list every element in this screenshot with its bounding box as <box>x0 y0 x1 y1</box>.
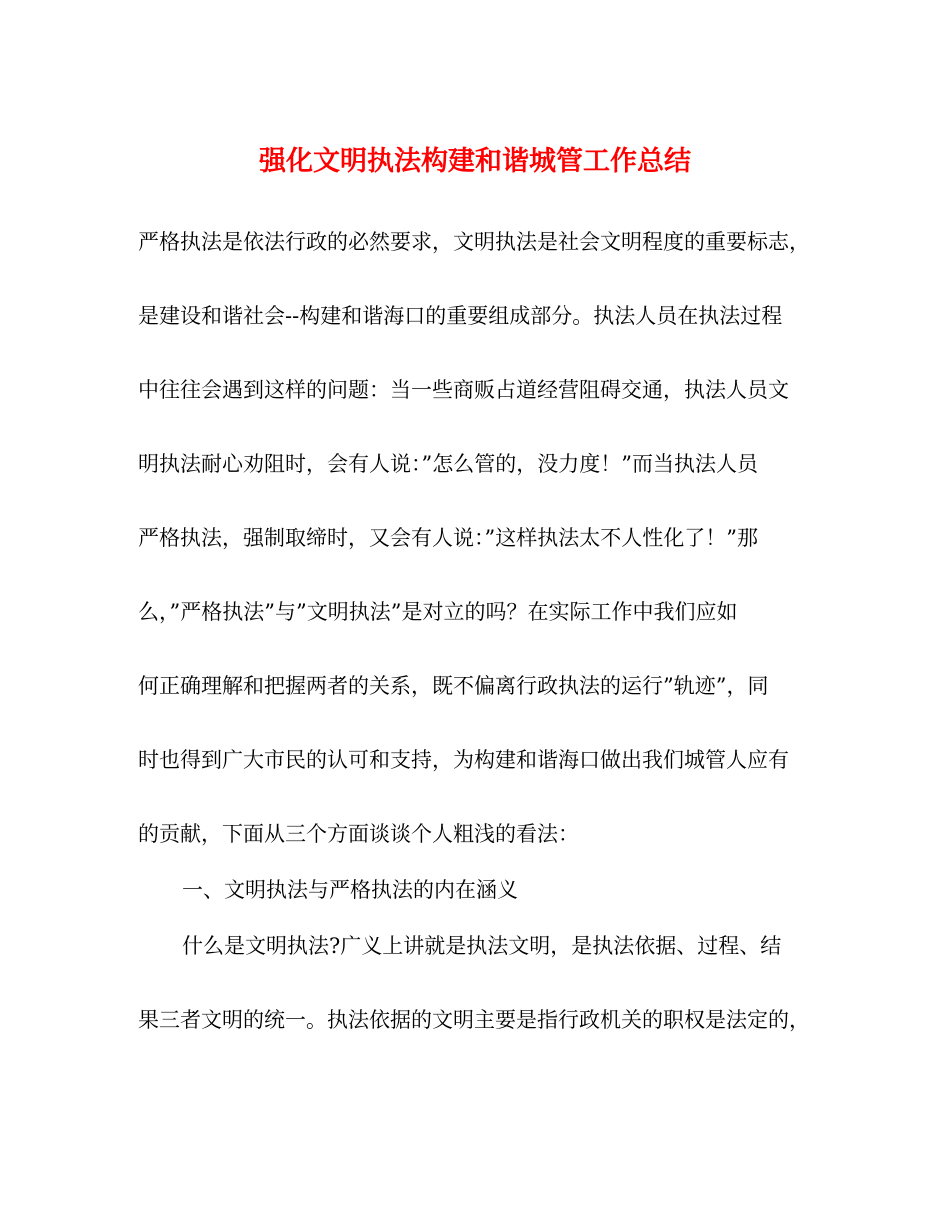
document-title: 强化文明执法构建和谐城管工作总结 <box>259 146 691 177</box>
body-line: 么，”严格执法”与”文明执法”是对立的吗？在实际工作中我们应如 <box>138 600 738 624</box>
body-line: 时也得到广大市民的认可和支持，为构建和谐海口做出我们城管人应有 <box>138 748 789 772</box>
section-heading: 一、文明执法与严格执法的内在涵义 <box>182 878 518 902</box>
body-line: 果三者文明的统一。执法依据的文明主要是指行政机关的职权是法定的， <box>138 1008 810 1032</box>
body-line: 何正确理解和把握两者的关系，既不偏离行政执法的运行”轨迹”，同 <box>138 674 769 698</box>
body-line: 严格执法，强制取缔时，又会有人说：”这样执法太不人性化了！”那 <box>138 526 758 550</box>
body-line: 严格执法是依法行政的必然要求，文明执法是社会文明程度的重要标志， <box>138 230 810 254</box>
body-line: 是建设和谐社会--构建和谐海口的重要组成部分。执法人员在执法过程 <box>138 304 783 328</box>
body-line: 明执法耐心劝阻时，会有人说：”怎么管的，没力度！”而当执法人员 <box>138 452 758 476</box>
body-line: 中往往会遇到这样的问题：当一些商贩占道经营阻碍交通，执法人员文 <box>138 378 789 402</box>
body-line: 什么是文明执法?广义上讲就是执法文明，是执法依据、过程、结 <box>182 934 782 958</box>
body-line: 的贡献，下面从三个方面谈谈个人粗浅的看法： <box>138 822 579 846</box>
